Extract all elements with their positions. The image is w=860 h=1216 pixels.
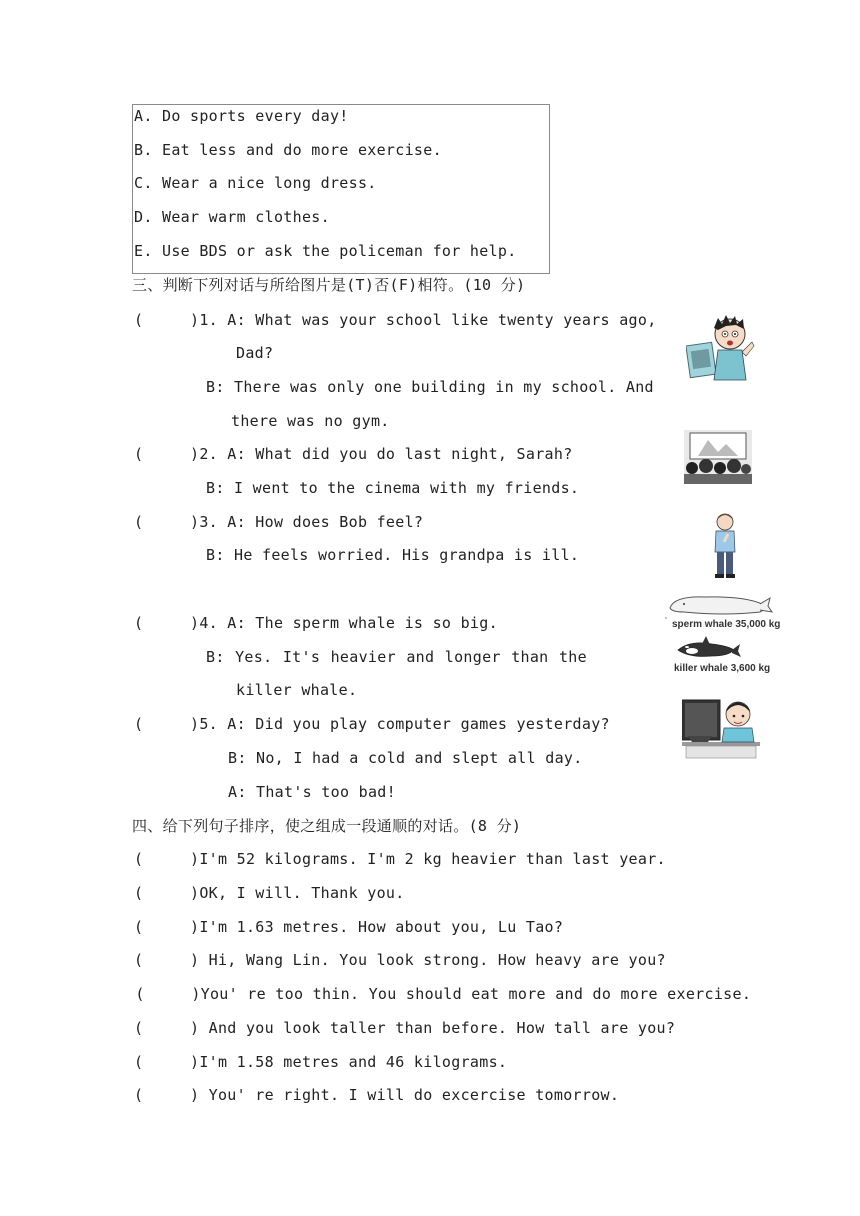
q5-line3: A: That's too bad! xyxy=(228,783,396,801)
order-line: ( )OK, I will. Thank you. xyxy=(134,884,405,902)
order-line: ( ) You' re right. I will do excercise tomorrow. xyxy=(134,1086,620,1104)
option-e: E. Use BDS or ask the policeman for help. xyxy=(134,242,517,260)
order-line: ( )I'm 52 kilograms. I'm 2 kg heavier than last year. xyxy=(134,850,666,868)
q5-line2: B: No, I had a cold and slept all day. xyxy=(228,749,583,767)
q4-word: the xyxy=(558,648,587,666)
order-line: ( )I'm 1.58 metres and 46 kilograms. xyxy=(134,1053,508,1071)
option-d: D. Wear warm clothes. xyxy=(134,208,330,226)
q4-line3: killer whale. xyxy=(236,681,358,699)
order-line: ( ) Hi, Wang Lin. You look strong. How heavy are you? xyxy=(134,951,666,969)
q1-line2: Dad? xyxy=(236,344,274,362)
q2-line2: B: I went to the cinema with my friends. xyxy=(206,479,580,497)
surprised-boy-picture xyxy=(686,312,756,382)
section3-heading: 三、判断下列对话与所给图片是(T)否(F)相符。(10 分) xyxy=(132,276,526,294)
q3-line2: B: He feels worried. His grandpa is ill. xyxy=(206,546,580,564)
option-b: B. Eat less and do more exercise. xyxy=(134,141,442,159)
q4-word: It's xyxy=(282,648,321,666)
order-line: ( )I'm 1.63 metres. How about you, Lu Tao? xyxy=(134,918,564,936)
q2-line1: ( )2. A: What did you do last night, Sarah? xyxy=(134,445,573,463)
q4-word: B: xyxy=(206,648,225,666)
option-a: A. Do sports every day! xyxy=(134,107,349,125)
q4-word: heavier xyxy=(330,648,396,666)
section4-heading: 四、给下列句子排序，使之组成一段通顺的对话。(8 分) xyxy=(132,817,522,835)
q4-line1: ( )4. A: The sperm whale is so big. xyxy=(134,614,498,632)
order-line: ( ) And you look taller than before. How tall are you? xyxy=(134,1019,676,1037)
option-c: C. Wear a nice long dress. xyxy=(134,174,377,192)
order-line: ( )You' re too thin. You should eat more and do more exercise. xyxy=(126,985,752,1003)
sperm-whale-picture xyxy=(664,592,774,620)
q4-word: Yes. xyxy=(235,648,273,666)
q3-line1: ( )3. A: How does Bob feel? xyxy=(134,513,424,531)
q1-line3: B: There was only one building in my school. And xyxy=(206,378,654,396)
killer-whale-picture xyxy=(672,636,742,662)
killer-whale-caption: killer whale 3,600 kg xyxy=(674,663,771,674)
q4-line2 xyxy=(206,647,587,667)
q5-line1: ( )5. A: Did you play computer games yesterday? xyxy=(134,715,610,733)
cinema-picture xyxy=(684,430,752,484)
sperm-whale-caption: sperm whale 35,000 kg xyxy=(672,619,781,630)
computer-boy-picture xyxy=(682,696,760,760)
q4-word: and xyxy=(406,648,435,666)
worried-boy-picture xyxy=(710,512,740,580)
q4-word: longer xyxy=(444,648,501,666)
q4-word: than xyxy=(511,648,549,666)
q1-line1: ( )1. A: What was your school like twenty years ago, xyxy=(134,311,657,329)
q1-line4: there was no gym. xyxy=(231,412,390,430)
